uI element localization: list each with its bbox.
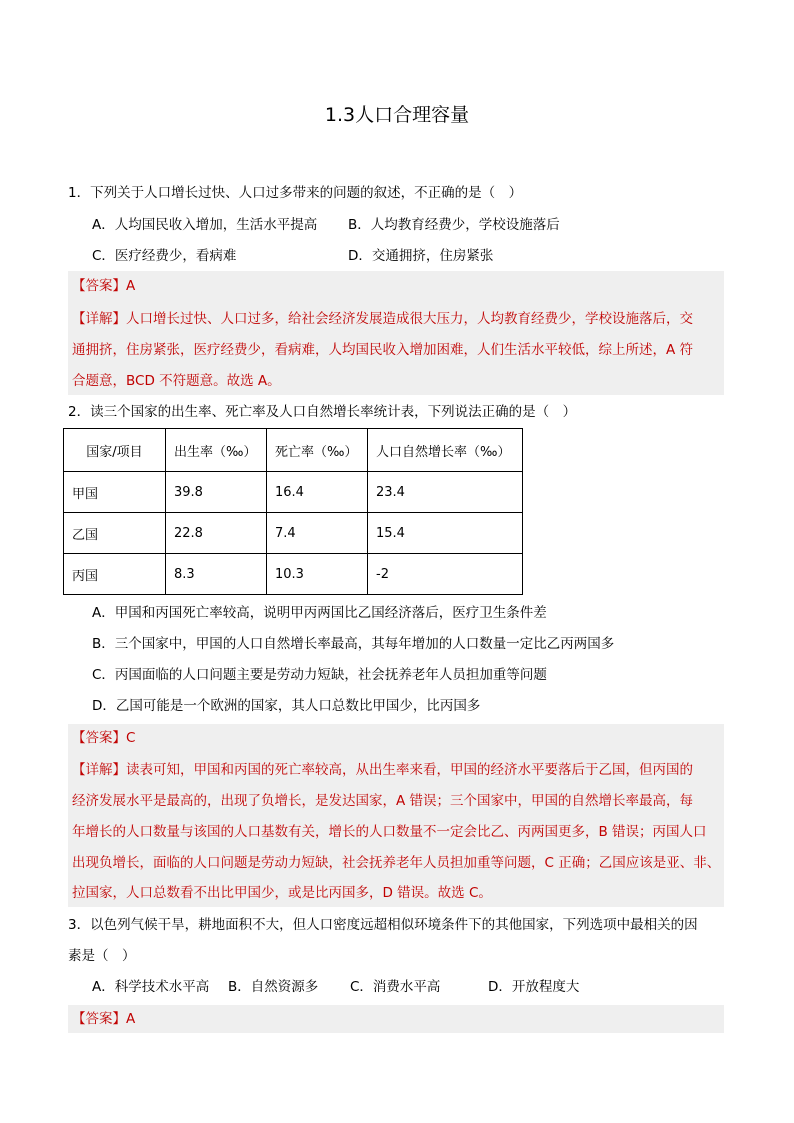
table-row [64,472,523,513]
q3-stem-line-2: 素是（ ） [68,948,136,964]
table-header-cell: 人口自然增长率（‰） [368,429,523,472]
q2-option-d: D．乙国可能是一个欧洲的国家，其人口总数比甲国少，比丙国多 [92,698,481,714]
table-cell: 乙国 [64,513,166,554]
table-cell: 16.4 [267,472,368,513]
q3-option-b: B．自然资源多 [228,979,319,995]
q2-answer-box [68,724,724,907]
q1-option-d: D．交通拥挤，住房紧张 [348,248,494,264]
table-header-row [64,429,523,472]
table-cell: 39.8 [166,472,267,513]
table-cell: 23.4 [368,472,523,513]
page-title: 1.3人口合理容量 [324,104,470,126]
q1-detail-line-1: 【详解】人口增长过快、人口过多，给社会经济发展造成很大压力，人均教育经费少，学校设施落后，交 [72,311,693,327]
q1-answer: 【答案】A [72,278,136,294]
table-header-cell: 出生率（‰） [166,429,267,472]
q3-option-a: A．科学技术水平高 [92,979,210,995]
table-cell: 15.4 [368,513,523,554]
q1-detail-line-3: 合题意，BCD 不符题意。故选 A。 [72,373,281,389]
q1-option-a: A．人均国民收入增加，生活水平提高 [92,217,318,233]
q1-detail-line-2: 通拥挤，住房紧张，医疗经费少，看病难，人均国民收入增加困难，人们生活水平较低，综上所述，A 符 [72,342,694,358]
q2-answer: 【答案】C [72,730,136,746]
q2-detail-line-4: 出现负增长，面临的人口问题是劳动力短缺，社会抚养老年人员担加重等问题，C 正确；乙国应该是亚、非、 [72,855,721,871]
q3-answer-box [68,1005,724,1033]
statistics-table [63,428,523,595]
q1-stem: 1．下列关于人口增长过快、人口过多带来的问题的叙述，不正确的是（ ） [68,185,523,201]
table-header-cell: 死亡率（‰） [267,429,368,472]
table-row [64,513,523,554]
table-cell: 10.3 [267,554,368,595]
q2-detail-line-1: 【详解】读表可知，甲国和丙国的死亡率较高，从出生率来看，甲国的经济水平要落后于乙国，但丙国的 [72,762,693,778]
q2-detail-line-3: 年增长的人口数量与该国的人口基数有关，增长的人口数量不一定会比乙、丙两国更多，B 错误；丙国人口 [72,824,707,840]
table-cell: 丙国 [64,554,166,595]
q3-option-c: C．消费水平高 [350,979,441,995]
table-header-cell: 国家/项目 [64,429,166,472]
table-cell: 甲国 [64,472,166,513]
table-cell: -2 [368,554,523,595]
q3-answer: 【答案】A [72,1011,136,1027]
q2-option-b: B．三个国家中，甲国的人口自然增长率最高，其每年增加的人口数量一定比乙丙两国多 [92,636,615,652]
q2-detail-line-2: 经济发展水平是最高的，出现了负增长，是发达国家，A 错误；三个国家中，甲国的自然增长率最高，每 [72,793,694,809]
q3-option-d: D．开放程度大 [488,979,580,995]
table-cell: 8.3 [166,554,267,595]
q2-detail-line-5: 拉国家，人口总数看不出比甲国少，或是比丙国多，D 错误。故选 C。 [72,885,492,901]
table-row [64,554,523,595]
q2-stem: 2．读三个国家的出生率、死亡率及人口自然增长率统计表，下列说法正确的是（ ） [68,404,577,420]
table-cell: 7.4 [267,513,368,554]
q2-option-c: C．丙国面临的人口问题主要是劳动力短缺，社会抚养老年人员担加重等问题 [92,667,547,683]
table-cell: 22.8 [166,513,267,554]
q1-option-c: C．医疗经费少，看病难 [92,248,237,264]
q1-option-b: B．人均教育经费少，学校设施落后 [348,217,560,233]
q3-stem-line-1: 3．以色列气候干旱，耕地面积不大，但人口密度远超相似环境条件下的其他国家，下列选项中最相关的因 [68,917,698,933]
q1-answer-box [68,271,724,395]
q2-option-a: A．甲国和丙国死亡率较高，说明甲丙两国比乙国经济落后，医疗卫生条件差 [92,605,547,621]
